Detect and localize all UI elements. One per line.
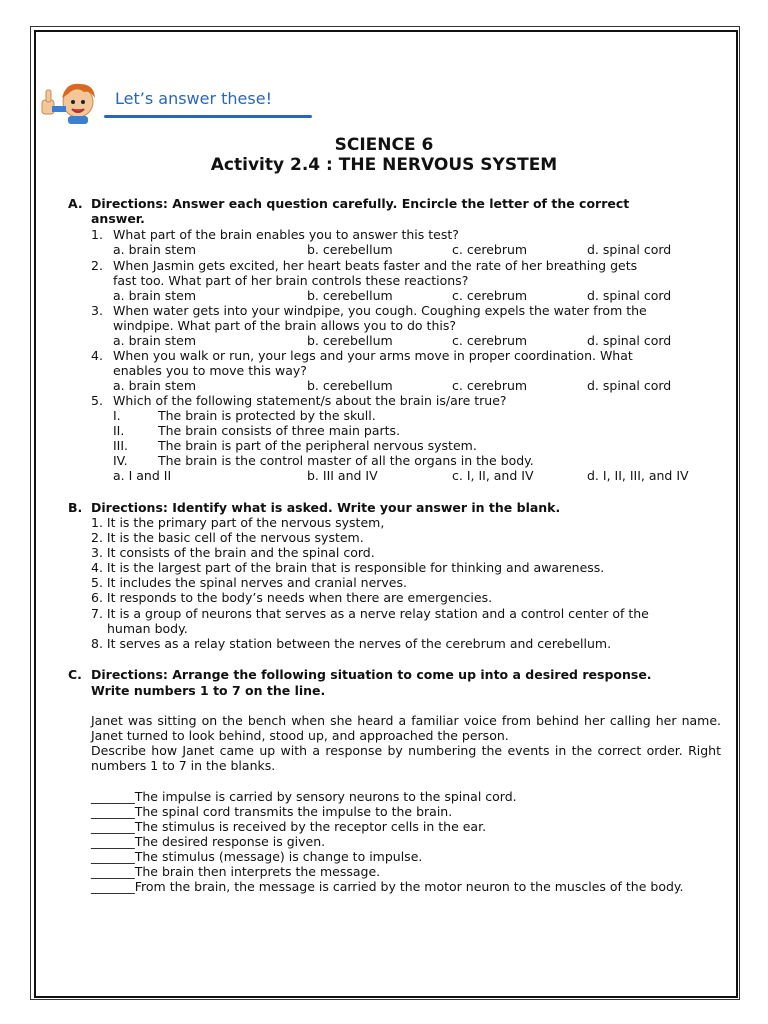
choice-a: a. brain stem — [113, 378, 196, 393]
sequence-event: _______The spinal cord transmits the impulse to the brain. — [91, 804, 453, 819]
question-text-cont: fast too. What part of her brain controls these reactions? — [113, 273, 469, 288]
activity-title: Activity 2.4 : THE NERVOUS SYSTEM — [210, 155, 558, 175]
identification-item: 1. It is the primary part of the nervous system, — [91, 515, 385, 530]
question-text: Which of the following statement/s about the brain is/are true? — [113, 393, 507, 408]
activity-banner — [40, 80, 320, 124]
section-a-letter: A. — [68, 196, 83, 211]
identification-item: 5. It includes the spinal nerves and cranial nerves. — [91, 575, 407, 590]
choice-c: c. cerebrum — [452, 242, 528, 257]
choice-d: d. spinal cord — [587, 333, 672, 348]
section-c-directions: Directions: Arrange the following situation to come up into a desired response. — [91, 667, 652, 682]
question-number: 4. — [91, 348, 103, 363]
sequence-event: _______The brain then interprets the message. — [91, 864, 381, 879]
section-a-directions: Directions: Answer each question carefully. Encircle the letter of the correct — [91, 196, 630, 211]
choice-b: b. III and IV — [307, 468, 378, 483]
choice-a: a. brain stem — [113, 242, 196, 257]
section-c-letter: C. — [68, 667, 82, 682]
banner-label: Let’s answer these! — [115, 89, 272, 108]
choice-c: c. cerebrum — [452, 333, 528, 348]
statement-numeral: I. — [113, 408, 121, 423]
question-text: When water gets into your windpipe, you cough. Coughing expels the water from the — [113, 303, 647, 318]
scenario-paragraph: Janet was sitting on the bench when she heard a familiar voice from behind her calling her name. Janet turned to look behind, stood up, and approached the person. — [91, 713, 721, 743]
identification-item: 7. It is a group of neurons that serves as a nerve relay station and a control center of the — [91, 606, 649, 621]
identification-item: 6. It responds to the body’s needs when there are emergencies. — [91, 590, 493, 605]
statement-text: The brain is protected by the skull. — [158, 408, 376, 423]
choice-c: c. cerebrum — [452, 288, 528, 303]
sequence-event: _______From the brain, the message is carried by the motor neuron to the muscles of the body. — [91, 879, 684, 894]
sequence-event: _______The stimulus (message) is change to impulse. — [91, 849, 423, 864]
sequence-event: _______The desired response is given. — [91, 834, 326, 849]
statement-numeral: III. — [113, 438, 129, 453]
identification-item: 2. It is the basic cell of the nervous system. — [91, 530, 364, 545]
instruction-paragraph: Describe how Janet came up with a response by numbering the events in the correct order. Right numbers 1 to 7 in the blanks. — [91, 743, 721, 773]
choice-a: a. I and II — [113, 468, 172, 483]
choice-b: b. cerebellum — [307, 333, 393, 348]
choice-d: d. spinal cord — [587, 378, 672, 393]
question-number: 2. — [91, 258, 103, 273]
choice-d: d. spinal cord — [587, 242, 672, 257]
question-text: What part of the brain enables you to answer this test? — [113, 227, 459, 242]
statement-text: The brain is part of the peripheral nervous system. — [158, 438, 477, 453]
banner-underline — [104, 115, 312, 118]
identification-item: 3. It consists of the brain and the spinal cord. — [91, 545, 375, 560]
choice-a: a. brain stem — [113, 333, 196, 348]
identification-item: 4. It is the largest part of the brain that is responsible for thinking and awareness. — [91, 560, 605, 575]
question-text: When you walk or run, your legs and your arms move in proper coordination. What — [113, 348, 633, 363]
section-a-directions-cont: answer. — [91, 211, 145, 226]
question-text-cont: windpipe. What part of the brain allows you to do this? — [113, 318, 456, 333]
choice-c: c. I, II, and IV — [452, 468, 534, 483]
statement-text: The brain is the control master of all the organs in the body. — [158, 453, 534, 468]
subject-title: SCIENCE 6 — [334, 135, 434, 155]
question-number: 5. — [91, 393, 103, 408]
statement-numeral: IV. — [113, 453, 128, 468]
question-text-cont: enables you to move this way? — [113, 363, 307, 378]
statement-numeral: II. — [113, 423, 125, 438]
choice-c: c. cerebrum — [452, 378, 528, 393]
thumbs-up-kid-icon — [40, 80, 110, 124]
sequence-event: _______The stimulus is received by the receptor cells in the ear. — [91, 819, 487, 834]
identification-item: 8. It serves as a relay station between the nerves of the cerebrum and cerebellum. — [91, 636, 612, 651]
question-number: 3. — [91, 303, 103, 318]
section-b-letter: B. — [68, 500, 83, 515]
choice-d: d. spinal cord — [587, 288, 672, 303]
question-number: 1. — [91, 227, 103, 242]
choice-d: d. I, II, III, and IV — [587, 468, 689, 483]
identification-item-cont: human body. — [107, 621, 188, 636]
statement-text: The brain consists of three main parts. — [158, 423, 401, 438]
question-text: When Jasmin gets excited, her heart beats faster and the rate of her breathing gets — [113, 258, 638, 273]
section-c-directions-cont: Write numbers 1 to 7 on the line. — [91, 683, 326, 698]
choice-b: b. cerebellum — [307, 288, 393, 303]
choice-a: a. brain stem — [113, 288, 196, 303]
choice-b: b. cerebellum — [307, 242, 393, 257]
sequence-event: _______The impulse is carried by sensory neurons to the spinal cord. — [91, 789, 517, 804]
section-b-directions: Directions: Identify what is asked. Write your answer in the blank. — [91, 500, 561, 515]
choice-b: b. cerebellum — [307, 378, 393, 393]
